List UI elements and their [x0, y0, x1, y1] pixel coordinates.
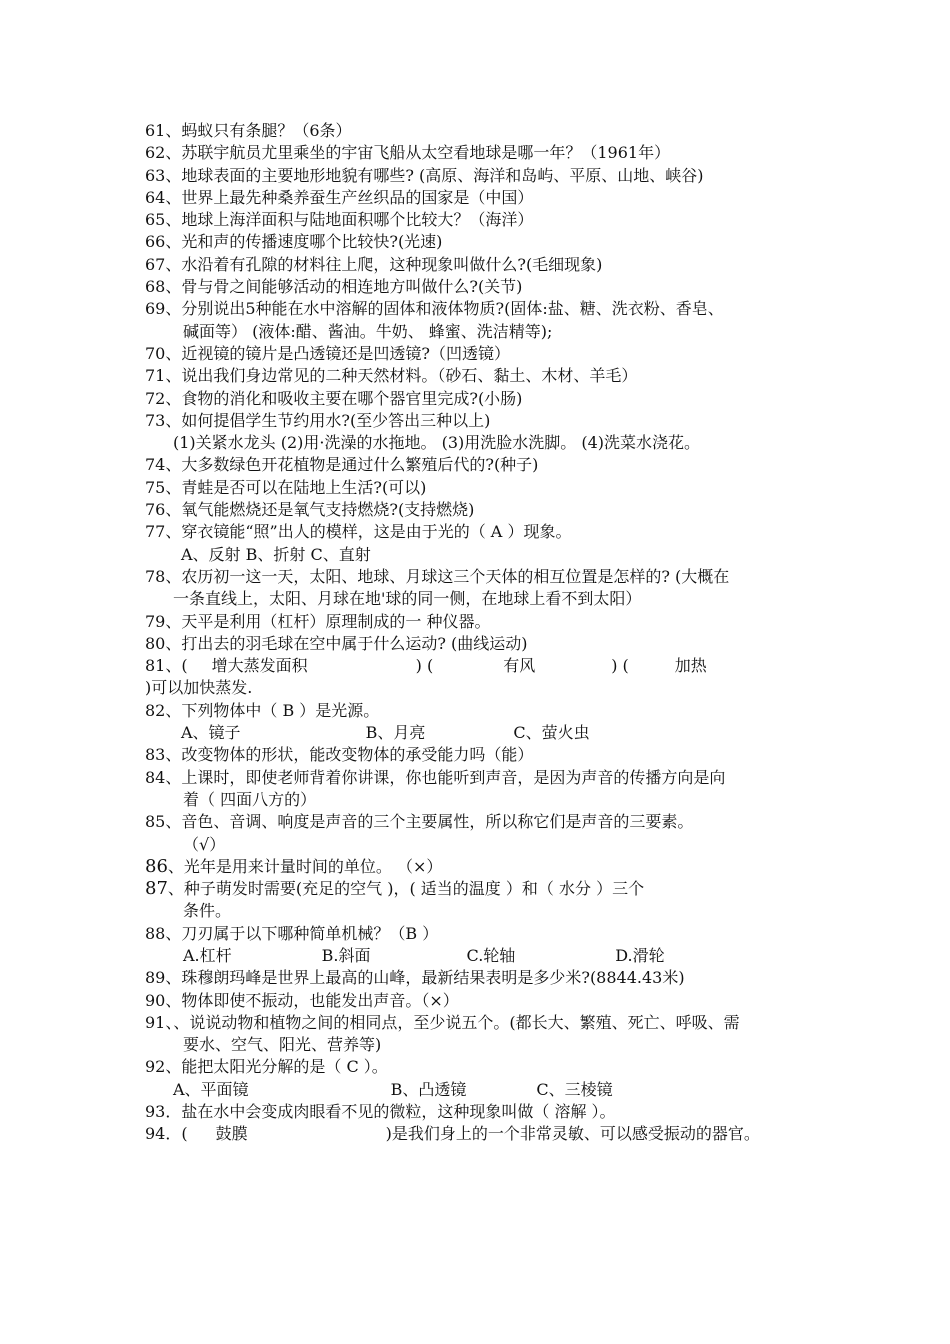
q92-option-a: A、平面镜: [173, 1079, 249, 1099]
question-65: 65、地球上海洋面积与陆地面积哪个比较大？（海洋）: [145, 210, 534, 230]
q86-number: 86: [145, 855, 168, 877]
question-82-options: [145, 722, 835, 744]
question-88-options: [145, 945, 835, 967]
question-61: 61、蚂蚁只有条腿？（6条）: [145, 121, 352, 140]
question-85-answer: （√）: [183, 834, 226, 854]
q88-option-b: B.斜面: [321, 945, 371, 965]
question-62: 62、苏联宇航员尤里乘坐的宇宙飞船从太空看地球是哪一年？（1961年）: [145, 143, 671, 163]
q86-text: 、光年是用来计量时间的单位。 （×）: [167, 856, 443, 876]
question-80: 80、打出去的羽毛球在空中属于什么运动? (曲线运动): [145, 633, 528, 653]
question-84-continued: 着（ 四面八方的）: [183, 789, 317, 809]
q94-answer: 鼓膜: [215, 1124, 248, 1144]
question-72: 72、食物的消化和吸收主要在哪个器官里完成?(小肠): [145, 388, 523, 408]
question-92-options: [145, 1079, 835, 1101]
question-69: 69、分别说出5种能在水中溶解的固体和液体物质?(固体:盐、糖、洗衣粉、香皂、: [145, 299, 724, 319]
question-81-continued: )可以加快蒸发.: [145, 678, 253, 698]
q82-option-a: A、镜子: [181, 723, 241, 743]
question-66: 66、光和声的传播速度哪个比较快?(光速): [145, 232, 443, 252]
question-76: 76、氧气能燃烧还是氧气支持燃烧?(支持燃烧): [145, 500, 475, 520]
question-88: 88、刀刃属于以下哪种简单机械？（B ）: [145, 923, 439, 943]
question-91-continued: 要水、空气、阳光、营养等): [183, 1035, 382, 1055]
question-67: 67、水沿着有孔隙的材料往上爬，这种现象叫做什么?(毛细现象): [145, 254, 603, 274]
question-63: 63、地球表面的主要地形地貌有哪些? (高原、海洋和岛屿、平原、山地、峡谷): [145, 165, 704, 185]
q82-option-c: C、萤火虫: [513, 723, 590, 743]
document-page: [145, 120, 835, 1146]
question-83: 83、改变物体的形状，能改变物体的承受能力吗（能）: [145, 745, 534, 765]
question-91: 91、、说说动物和植物之间的相同点，至少说五个。(都长大、繁殖、死亡、呼吸、需: [145, 1012, 740, 1032]
question-90: 90、物体即使不振动，也能发出声音。（×）: [145, 990, 459, 1010]
question-78-continued: 一条直线上，太阳、月球在地'球的同一侧，在地球上看不到太阳）: [173, 589, 642, 609]
question-73: 73、如何提倡学生节约用水?(至少答出三种以上): [145, 410, 491, 430]
q81-answer-1: 增大蒸发面积: [211, 656, 308, 676]
question-75: 75、青蛙是否可以在陆地上生活?(可以): [145, 477, 427, 497]
question-85: 85、音色、音调、响度是声音的三个主要属性，所以称它们是声音的三要素。: [145, 812, 694, 832]
question-93: 93．盐在水中会变成肉眼看不见的微粒，这种现象叫做（ 溶解 ）。: [145, 1102, 616, 1122]
q88-option-d: D.滑轮: [615, 945, 665, 965]
q87-number: 87: [145, 878, 168, 900]
question-84: 84、上课时，即使老师背着你讲课，你也能听到声音，是因为声音的传播方向是向: [145, 767, 726, 787]
question-81: [145, 655, 835, 677]
question-77-options: A、反射 B、折射 C、直射: [181, 544, 371, 564]
q87-text: 、种子萌发时需要(充足的空气 )，( 适当的温度 ）和（ 水分 ）三个: [167, 879, 645, 899]
question-86: [145, 856, 835, 878]
q81-sep-1: ) (: [415, 656, 434, 676]
question-74: 74、大多数绿色开花植物是通过什么繁殖后代的?(种子): [145, 455, 539, 475]
question-89: 89、珠穆朗玛峰是世界上最高的山峰，最新结果表明是多少米?(8844.43米): [145, 968, 685, 988]
question-82: 82、下列物体中（ B ）是光源。: [145, 700, 380, 720]
question-64: 64、世界上最先种桑养蚕生产丝织品的国家是（中国）: [145, 187, 534, 207]
question-87: [145, 878, 835, 900]
question-69-continued: 碱面等） (液体:醋、酱油。牛奶、 蜂蜜、洗洁精等);: [183, 321, 553, 341]
q88-option-a: A.杠杆: [183, 945, 232, 965]
question-68: 68、骨与骨之间能够活动的相连地方叫做什么?(关节): [145, 277, 523, 297]
question-71: 71、说出我们身边常见的二种天然材料。（砂石、黏土、木材、羊毛）: [145, 366, 638, 386]
q88-option-c: C.轮轴: [466, 945, 516, 965]
question-92: 92、能把太阳光分解的是（ C ）。: [145, 1057, 388, 1077]
question-73-answers: (1)关紧水龙头 (2)用·洗澡的水拖地。 (3)用洗脸水洗脚。 (4)洗菜水浇花。: [173, 433, 701, 453]
q82-option-b: B、月亮: [365, 723, 426, 743]
q81-answer-3: 加热: [674, 656, 707, 676]
q92-option-b: B、凸透镜: [390, 1079, 467, 1099]
q94-text: )是我们身上的一个非常灵敏、可以感受振动的器官。: [385, 1124, 760, 1144]
question-79: 79、天平是利用（杠杆）原理制成的一 种仪器。: [145, 611, 491, 631]
question-77: 77、穿衣镜能“照”出人的模样，这是由于光的（ A ）现象。: [145, 522, 572, 542]
question-87-continued: 条件。: [183, 901, 232, 921]
q81-prefix: 81、(: [145, 656, 188, 676]
question-78: 78、农历初一这一天，太阳、地球、月球这三个天体的相互位置是怎样的? (大概在: [145, 566, 730, 586]
question-70: 70、近视镜的镜片是凸透镜还是凹透镜?（凹透镜）: [145, 343, 510, 363]
q94-prefix: 94．(: [145, 1124, 188, 1144]
q81-answer-2: 有风: [503, 656, 536, 676]
question-94: [145, 1123, 835, 1145]
q81-sep-2: ) (: [611, 656, 629, 676]
q92-option-c: C、三棱镜: [536, 1079, 613, 1099]
